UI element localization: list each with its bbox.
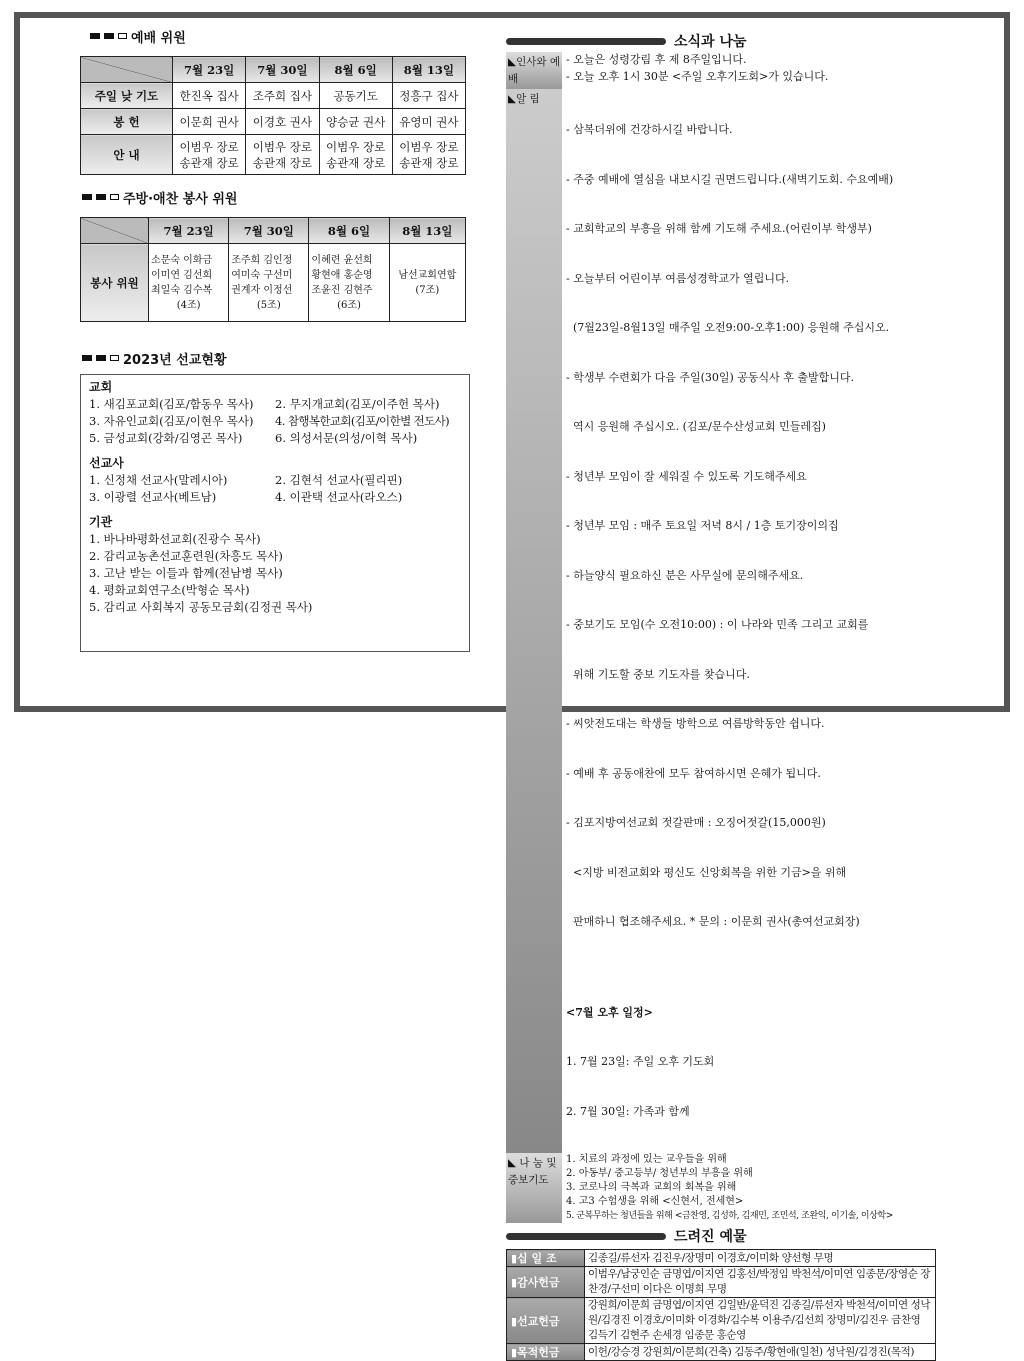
notice-section bbox=[506, 89, 951, 1153]
team-cell bbox=[309, 244, 389, 322]
mission-heading-text: 2023년 선교현황 bbox=[123, 352, 227, 368]
date-header: 7월 30일 bbox=[229, 218, 309, 244]
prayer-line: 1. 치료의 과정에 있는 교우들을 위해 bbox=[566, 1154, 727, 1165]
notice-line: - 학생부 수련회가 다음 주일(30일) 공동식사 후 출발합니다. bbox=[566, 370, 855, 384]
org-item: 2. 감리교농촌선교훈련원(차흥도 목사) bbox=[89, 549, 283, 563]
kitchen-heading-text: 주방·애찬 봉사 위원 bbox=[123, 191, 238, 207]
team-member-line: 남선교회연합 bbox=[398, 269, 457, 281]
news-title-bar bbox=[506, 30, 951, 52]
list-item bbox=[89, 430, 461, 447]
bullet-square-icon bbox=[90, 33, 100, 39]
row-label: 봉 헌 bbox=[81, 109, 173, 135]
list-item bbox=[89, 472, 461, 489]
greeting-body bbox=[562, 52, 828, 89]
table-cell: 양승균 권사 bbox=[319, 109, 392, 135]
table-cell: 이경호 권사 bbox=[246, 109, 319, 135]
team-member-line: 권계자 이정선 bbox=[231, 284, 293, 296]
list-item bbox=[89, 396, 461, 413]
notice-line: (7월23일-8월13일 매주일 오전9:00-오후1:00) 응원해 주십시오. bbox=[566, 321, 890, 334]
notice-line: 위해 기도할 중보 기도자를 찾습니다. bbox=[566, 667, 750, 681]
list-item bbox=[89, 489, 461, 506]
notice-line: <지방 비전교회와 평신도 신앙회복을 위한 기금>을 위해 bbox=[566, 865, 847, 879]
left-column bbox=[60, 26, 470, 652]
notice-line: - 청년부 모임이 잘 세워질 수 있도록 기도해주세요 bbox=[566, 469, 807, 483]
mission-box bbox=[80, 374, 470, 652]
offering-label: ▮십 일 조 bbox=[507, 1250, 585, 1267]
news-title: 소식과 나눔 bbox=[674, 34, 747, 50]
prayer-line: 4. 고3 수험생을 위해 <신현서, 전세현> bbox=[566, 1196, 744, 1207]
church-item: 3. 자유인교회(김포/이현우 목사) bbox=[89, 414, 254, 428]
church-item: 5. 금성교회(강화/김영곤 목사) bbox=[89, 431, 243, 445]
team-member-line: 소문숙 이화금 bbox=[151, 254, 213, 266]
missionary-item: 4. 이관택 선교사(라오스) bbox=[275, 490, 403, 504]
table-cell: 이문희 권사 bbox=[173, 109, 246, 135]
team-number: (4조) bbox=[176, 299, 201, 311]
missionaries-title: 선교사 bbox=[89, 456, 124, 470]
bullet-square-icon bbox=[110, 355, 119, 361]
team-member-line: 이혜련 윤선희 bbox=[311, 254, 373, 266]
notice-line: 판매하니 협조해주세요. * 문의 : 이문희 권사(총여선교회장) bbox=[566, 915, 860, 928]
list-item bbox=[89, 413, 461, 430]
church-item: 6. 의성서문(의성/이혁 목사) bbox=[275, 431, 418, 445]
table-cell: 조주희 집사 bbox=[246, 83, 319, 109]
missionary-item: 3. 이광렬 선교사(베트남) bbox=[89, 490, 217, 504]
orgs-title: 기관 bbox=[89, 515, 113, 529]
church-item: 4. 참행복한교회(김포/이한별 전도사) bbox=[275, 414, 450, 428]
notice-body bbox=[562, 89, 893, 1153]
notice-line: 역시 응원해 주십시오. (김포/문수산성교회 민들레집) bbox=[566, 420, 826, 433]
diagonal-cell bbox=[81, 218, 149, 244]
diagonal-cell bbox=[81, 57, 173, 83]
notice-line: - 씨앗전도대는 학생들 방학으로 여름방학동안 쉽니다. bbox=[566, 717, 825, 730]
date-header: 7월 30일 bbox=[246, 57, 319, 83]
kitchen-table bbox=[80, 217, 466, 322]
team-member-line: 황현애 홍순영 bbox=[311, 269, 373, 281]
prayer-label: ◣ 나 눔 및 중보기도 bbox=[506, 1153, 562, 1223]
org-item: 3. 고난 받는 이들과 함께(전남병 목사) bbox=[89, 566, 283, 580]
notice-line: - 주중 예배에 열심을 내보시길 권면드립니다.(새벽기도회. 수요예배) bbox=[566, 172, 894, 186]
missionary-item: 2. 김현석 선교사(필리핀) bbox=[275, 473, 403, 487]
offering-label: ▮목적헌금 bbox=[507, 1344, 585, 1361]
row-label: 봉사 위원 bbox=[81, 244, 149, 322]
date-header: 8월 6일 bbox=[309, 218, 389, 244]
team-member-line: 조윤진 김현주 bbox=[311, 284, 373, 296]
org-item: 5. 감리교 사회복지 공동모금회(김정권 목사) bbox=[89, 600, 313, 614]
date-header: 7월 23일 bbox=[149, 218, 229, 244]
team-cell bbox=[149, 244, 229, 322]
offering-value: 이헌/강승경 강원희/이문희(건축) 김동주/황현애(일천) 성낙원/김경진(목적) bbox=[585, 1344, 936, 1361]
mission-heading bbox=[82, 348, 470, 368]
date-header: 7월 23일 bbox=[173, 57, 246, 83]
table-cell: 이범우 장로 송관재 장로 bbox=[392, 135, 465, 175]
date-header: 8월 13일 bbox=[392, 57, 465, 83]
org-item: 4. 평화교회연구소(박형순 목사) bbox=[89, 583, 250, 597]
prayer-line: 3. 코로나의 극복과 교회의 회복을 위해 bbox=[566, 1182, 737, 1193]
missionary-item: 1. 신정채 선교사(말레시아) bbox=[89, 473, 228, 487]
team-cell bbox=[229, 244, 309, 322]
table-cell: 이범우 장로 송관재 장로 bbox=[246, 135, 319, 175]
org-item: 1. 바나바평화선교회(진광수 목사) bbox=[89, 532, 261, 546]
title-bar-decoration bbox=[506, 38, 666, 45]
offering-label: ▮선교헌금 bbox=[507, 1298, 585, 1344]
bullet-square-icon bbox=[110, 194, 119, 200]
table-cell: 정흥구 집사 bbox=[392, 83, 465, 109]
title-bar-decoration bbox=[506, 1233, 666, 1240]
team-number: (5조) bbox=[256, 299, 281, 311]
notice-line: - 교회학교의 부흥을 위해 함께 기도해 주세요.(어린이부 학생부) bbox=[566, 222, 872, 235]
date-header: 8월 13일 bbox=[389, 218, 465, 244]
bullet-square-icon bbox=[82, 194, 92, 200]
bullet-square-icon bbox=[96, 355, 106, 361]
right-column bbox=[506, 30, 951, 1361]
team-number: (7조) bbox=[415, 284, 440, 296]
bullet-square-icon bbox=[118, 33, 127, 39]
notice-line: - 청년부 모임 : 매주 토요일 저녁 8시 / 1층 토기장이의집 bbox=[566, 519, 839, 532]
notice-line: - 중보기도 모임(수 오전10:00) : 이 나라와 민족 그리고 교회를 bbox=[566, 618, 869, 631]
church-item: 1. 새김포교회(김포/함동우 목사) bbox=[89, 397, 254, 411]
churches-title: 교회 bbox=[89, 380, 113, 394]
prayer-section bbox=[506, 1153, 951, 1223]
table-cell: 유영미 권사 bbox=[392, 109, 465, 135]
offerings-title-bar bbox=[506, 1225, 951, 1247]
team-member-line: 여미숙 구선미 bbox=[231, 269, 293, 281]
schedule-line: 2. 7월 30일: 가족과 함께 bbox=[566, 1104, 690, 1118]
notice-line: - 오늘부터 어린이부 여름성경학교가 열립니다. bbox=[566, 271, 790, 285]
team-member-line: 최일숙 김수복 bbox=[151, 284, 213, 296]
church-item: 2. 무지개교회(김포/이주헌 목사) bbox=[275, 397, 440, 411]
team-member-line: 조주희 김인정 bbox=[231, 254, 293, 266]
greeting-label: ◣인사와 예배 bbox=[506, 52, 562, 89]
team-member-line: 이미연 김선희 bbox=[151, 269, 213, 281]
offerings-title: 드려진 예물 bbox=[674, 1229, 747, 1245]
greeting-line: - 오늘 오후 1시 30분 <주일 오후기도회>가 있습니다. bbox=[566, 69, 829, 83]
greeting-section bbox=[506, 52, 951, 89]
kitchen-heading bbox=[82, 187, 470, 207]
prayer-body bbox=[562, 1153, 893, 1223]
team-number: (6조) bbox=[337, 299, 361, 311]
notice-line: - 예배 후 공동애찬에 모두 참여하시면 은혜가 됩니다. bbox=[566, 766, 821, 780]
schedule-line: 1. 7월 23일: 주일 오후 기도회 bbox=[566, 1055, 715, 1068]
offering-value: 이범우/남궁인순 금명엽/이지연 김홍선/박정임 박천석/이미연 임종문/장영순 장찬경/구선미 이다은 이명희 무명 bbox=[585, 1267, 936, 1298]
team-cell bbox=[389, 244, 465, 322]
date-header: 8월 6일 bbox=[319, 57, 392, 83]
offerings-table bbox=[506, 1249, 936, 1361]
notice-line: - 삼복더위에 건강하시길 바랍니다. bbox=[566, 123, 733, 136]
offering-value: 강원희/이문희 금명엽/이지연 김일반/윤덕진 김종길/류선자 박천석/이미연 성낙원/김경진 이경호/이미화 이경화/김수복 이용주/김선희 장명미/김진우 금찬영 김득기 김현주 손세경 임종문 홍순영 bbox=[585, 1298, 936, 1344]
notice-line: - 하늘양식 필요하신 분은 사무실에 문의해주세요. bbox=[566, 568, 804, 582]
prayer-line: 5. 군복무하는 청년들을 위해 <금찬영, 김성하, 김재민, 조민석, 조완익, 이기솔, 이상학> bbox=[566, 1211, 893, 1221]
table-cell: 이범우 장로 송관재 장로 bbox=[173, 135, 246, 175]
spacer bbox=[566, 964, 893, 972]
schedule-title: <7월 오후 일정> bbox=[566, 1005, 653, 1019]
greeting-line: - 오늘은 성령강림 후 제 8주일입니다. bbox=[566, 53, 747, 66]
table-cell: 공동기도 bbox=[319, 83, 392, 109]
notice-line: - 김포지방여선교회 젓갈판매 : 오징어젓갈(15,000원) bbox=[566, 816, 826, 829]
row-label: 안 내 bbox=[81, 135, 173, 175]
offering-value: 김종길/류선자 김진우/장명미 이경호/이미화 양선형 무명 bbox=[585, 1250, 936, 1267]
worship-heading-text: 예배 위원 bbox=[131, 30, 186, 46]
prayer-line: 2. 아동부/ 중고등부/ 청년부의 부흥을 위해 bbox=[566, 1168, 753, 1179]
offering-label: ▮감사헌금 bbox=[507, 1267, 585, 1298]
row-label: 주일 낮 기도 bbox=[81, 83, 173, 109]
bullet-square-icon bbox=[104, 33, 114, 39]
worship-table bbox=[80, 56, 466, 175]
table-cell: 한진옥 집사 bbox=[173, 83, 246, 109]
worship-heading bbox=[90, 26, 470, 46]
bullet-square-icon bbox=[82, 355, 92, 361]
notice-label: ◣알 림 bbox=[506, 89, 562, 1153]
table-cell: 이범우 장로 송관재 장로 bbox=[319, 135, 392, 175]
bullet-square-icon bbox=[96, 194, 106, 200]
